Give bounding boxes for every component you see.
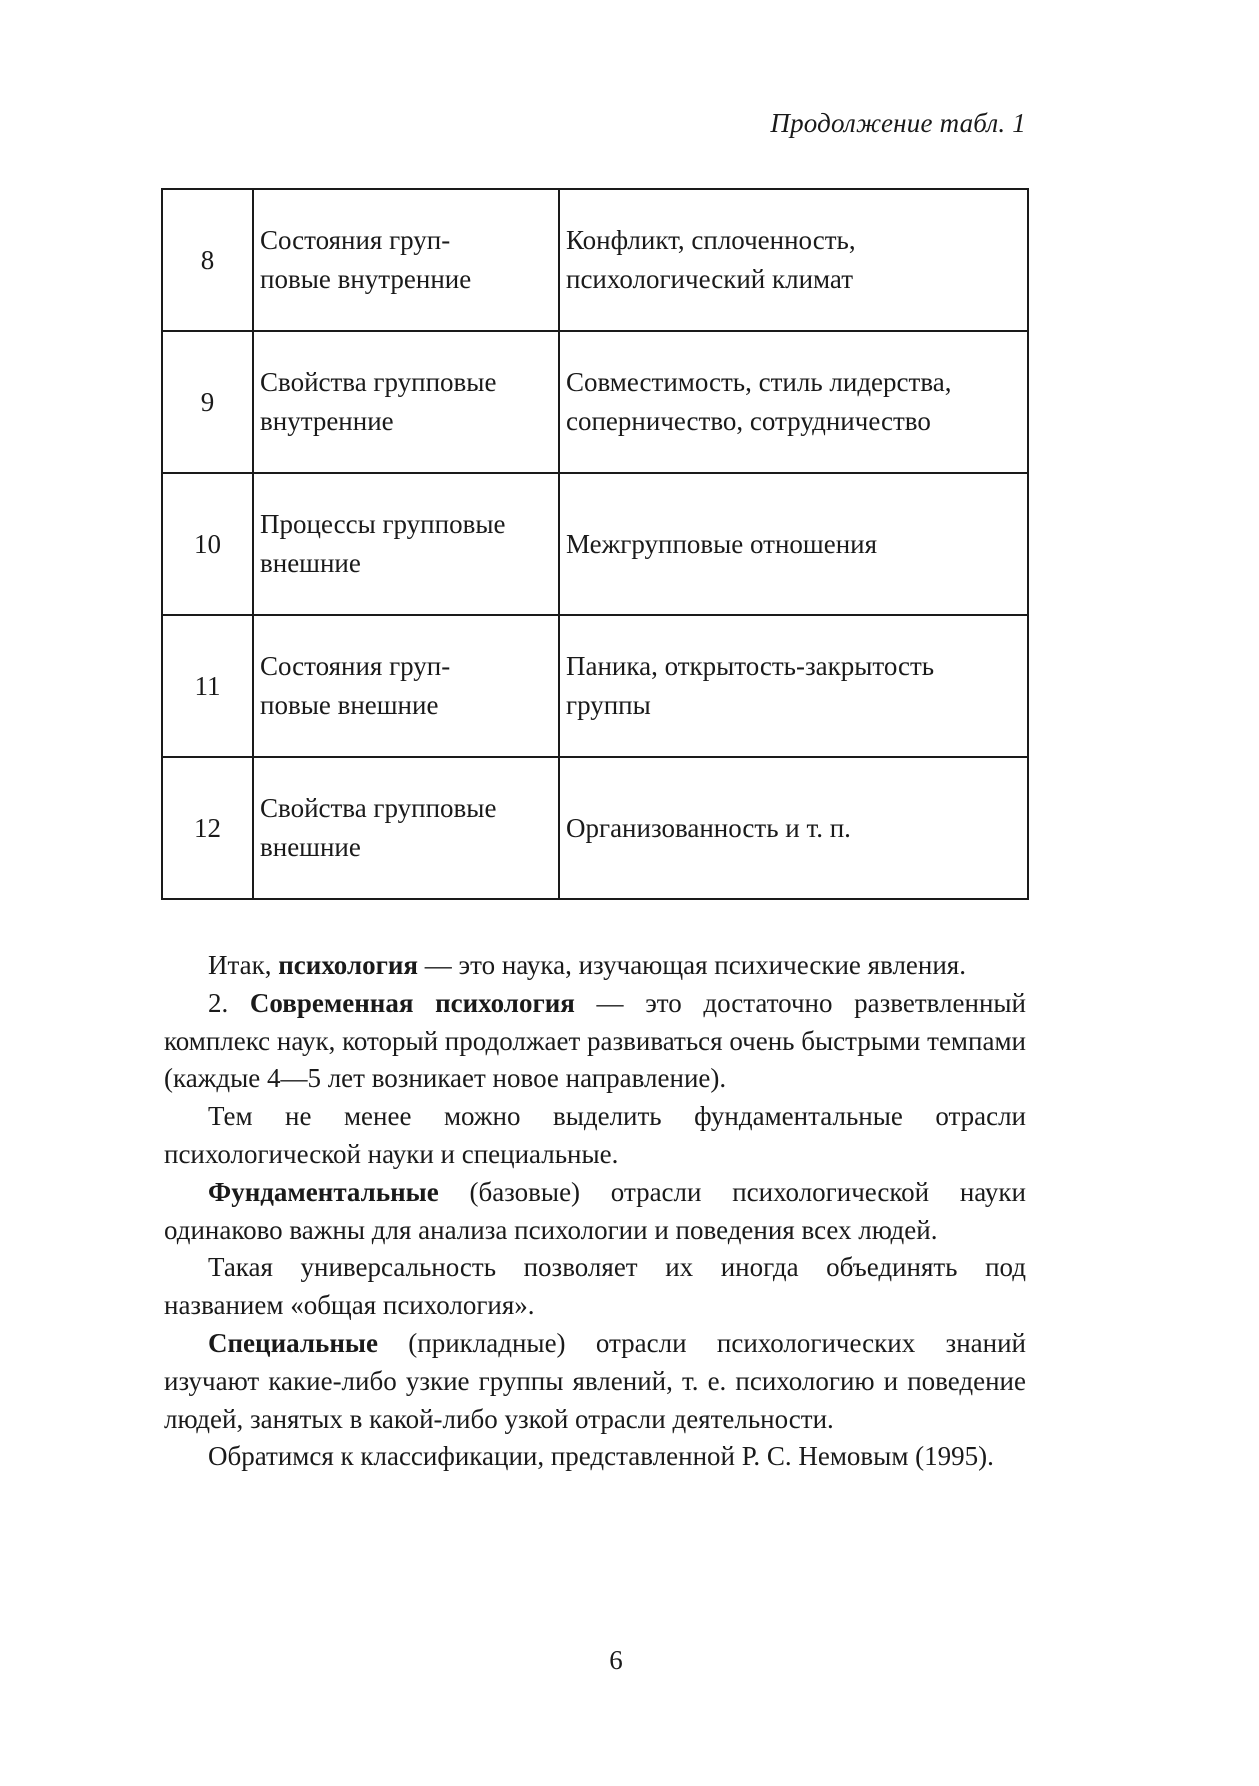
examples-cell: Совместимость, стиль лидерства, соперничество, сотрудничество: [559, 331, 1028, 473]
paragraph: Итак, психология — это наука, изучающая психические явления.: [208, 950, 966, 980]
category-cell: Свойства групповые внешние: [253, 757, 559, 899]
row-number-cell: 12: [162, 757, 253, 899]
table-row: [162, 473, 1028, 615]
paragraph: Тем не менее можно выделить фундаментальные отрасли психологической науки и специальные.: [164, 1101, 1026, 1169]
category-cell: Состояния груп- повые внутренние: [253, 189, 559, 331]
row-number-cell: 11: [162, 615, 253, 757]
paragraph: Такая универсальность позволяет их иногда объединять под названием «общая психология».: [164, 1252, 1026, 1321]
table-continuation-caption: Продолжение табл. 1: [770, 108, 1026, 138]
row-number-cell: 8: [162, 189, 253, 331]
examples-cell: Организованность и т. п.: [559, 757, 1028, 899]
paragraph: 2. Современная психология — это достаточно разветвленный комплекс наук, который продолжает развиваться очень быстрыми темпами (каждые 4—5 лет возникает новое направление).: [164, 987, 1026, 1094]
paragraph: Специальные (прикладные) отрасли психологических знаний изучают какие-либо узкие группы явлений, т. е. психологию и поведение людей, занятых в какой-либо узкой отрасли деятельности.: [164, 1327, 1026, 1434]
examples-cell: Конфликт, сплоченность, психологический климат: [559, 189, 1028, 331]
table-row: [162, 615, 1028, 757]
row-number-cell: 10: [162, 473, 253, 615]
table-row: [162, 189, 1028, 331]
page-number: 6: [609, 1645, 623, 1675]
category-cell: Процессы групповые внешние: [253, 473, 559, 615]
table-body: [162, 189, 1028, 899]
classification-table: [161, 188, 1029, 900]
paragraph: Фундаментальные (базовые) отрасли психологической науки одинаково важны для анализа психологии и поведения всех людей.: [164, 1176, 1026, 1245]
category-cell: Свойства групповые внутренние: [253, 331, 559, 473]
category-cell: Состояния груп- повые внешние: [253, 615, 559, 757]
table-row: [162, 757, 1028, 899]
table-row: [162, 331, 1028, 473]
row-number-cell: 9: [162, 331, 253, 473]
paragraph: Обратимся к классификации, представленной Р. С. Немовым (1995).: [208, 1441, 994, 1472]
examples-cell: Межгрупповые отношения: [559, 473, 1028, 615]
body-text: [164, 947, 1026, 1476]
examples-cell: Паника, открытость-закрытость группы: [559, 615, 1028, 757]
